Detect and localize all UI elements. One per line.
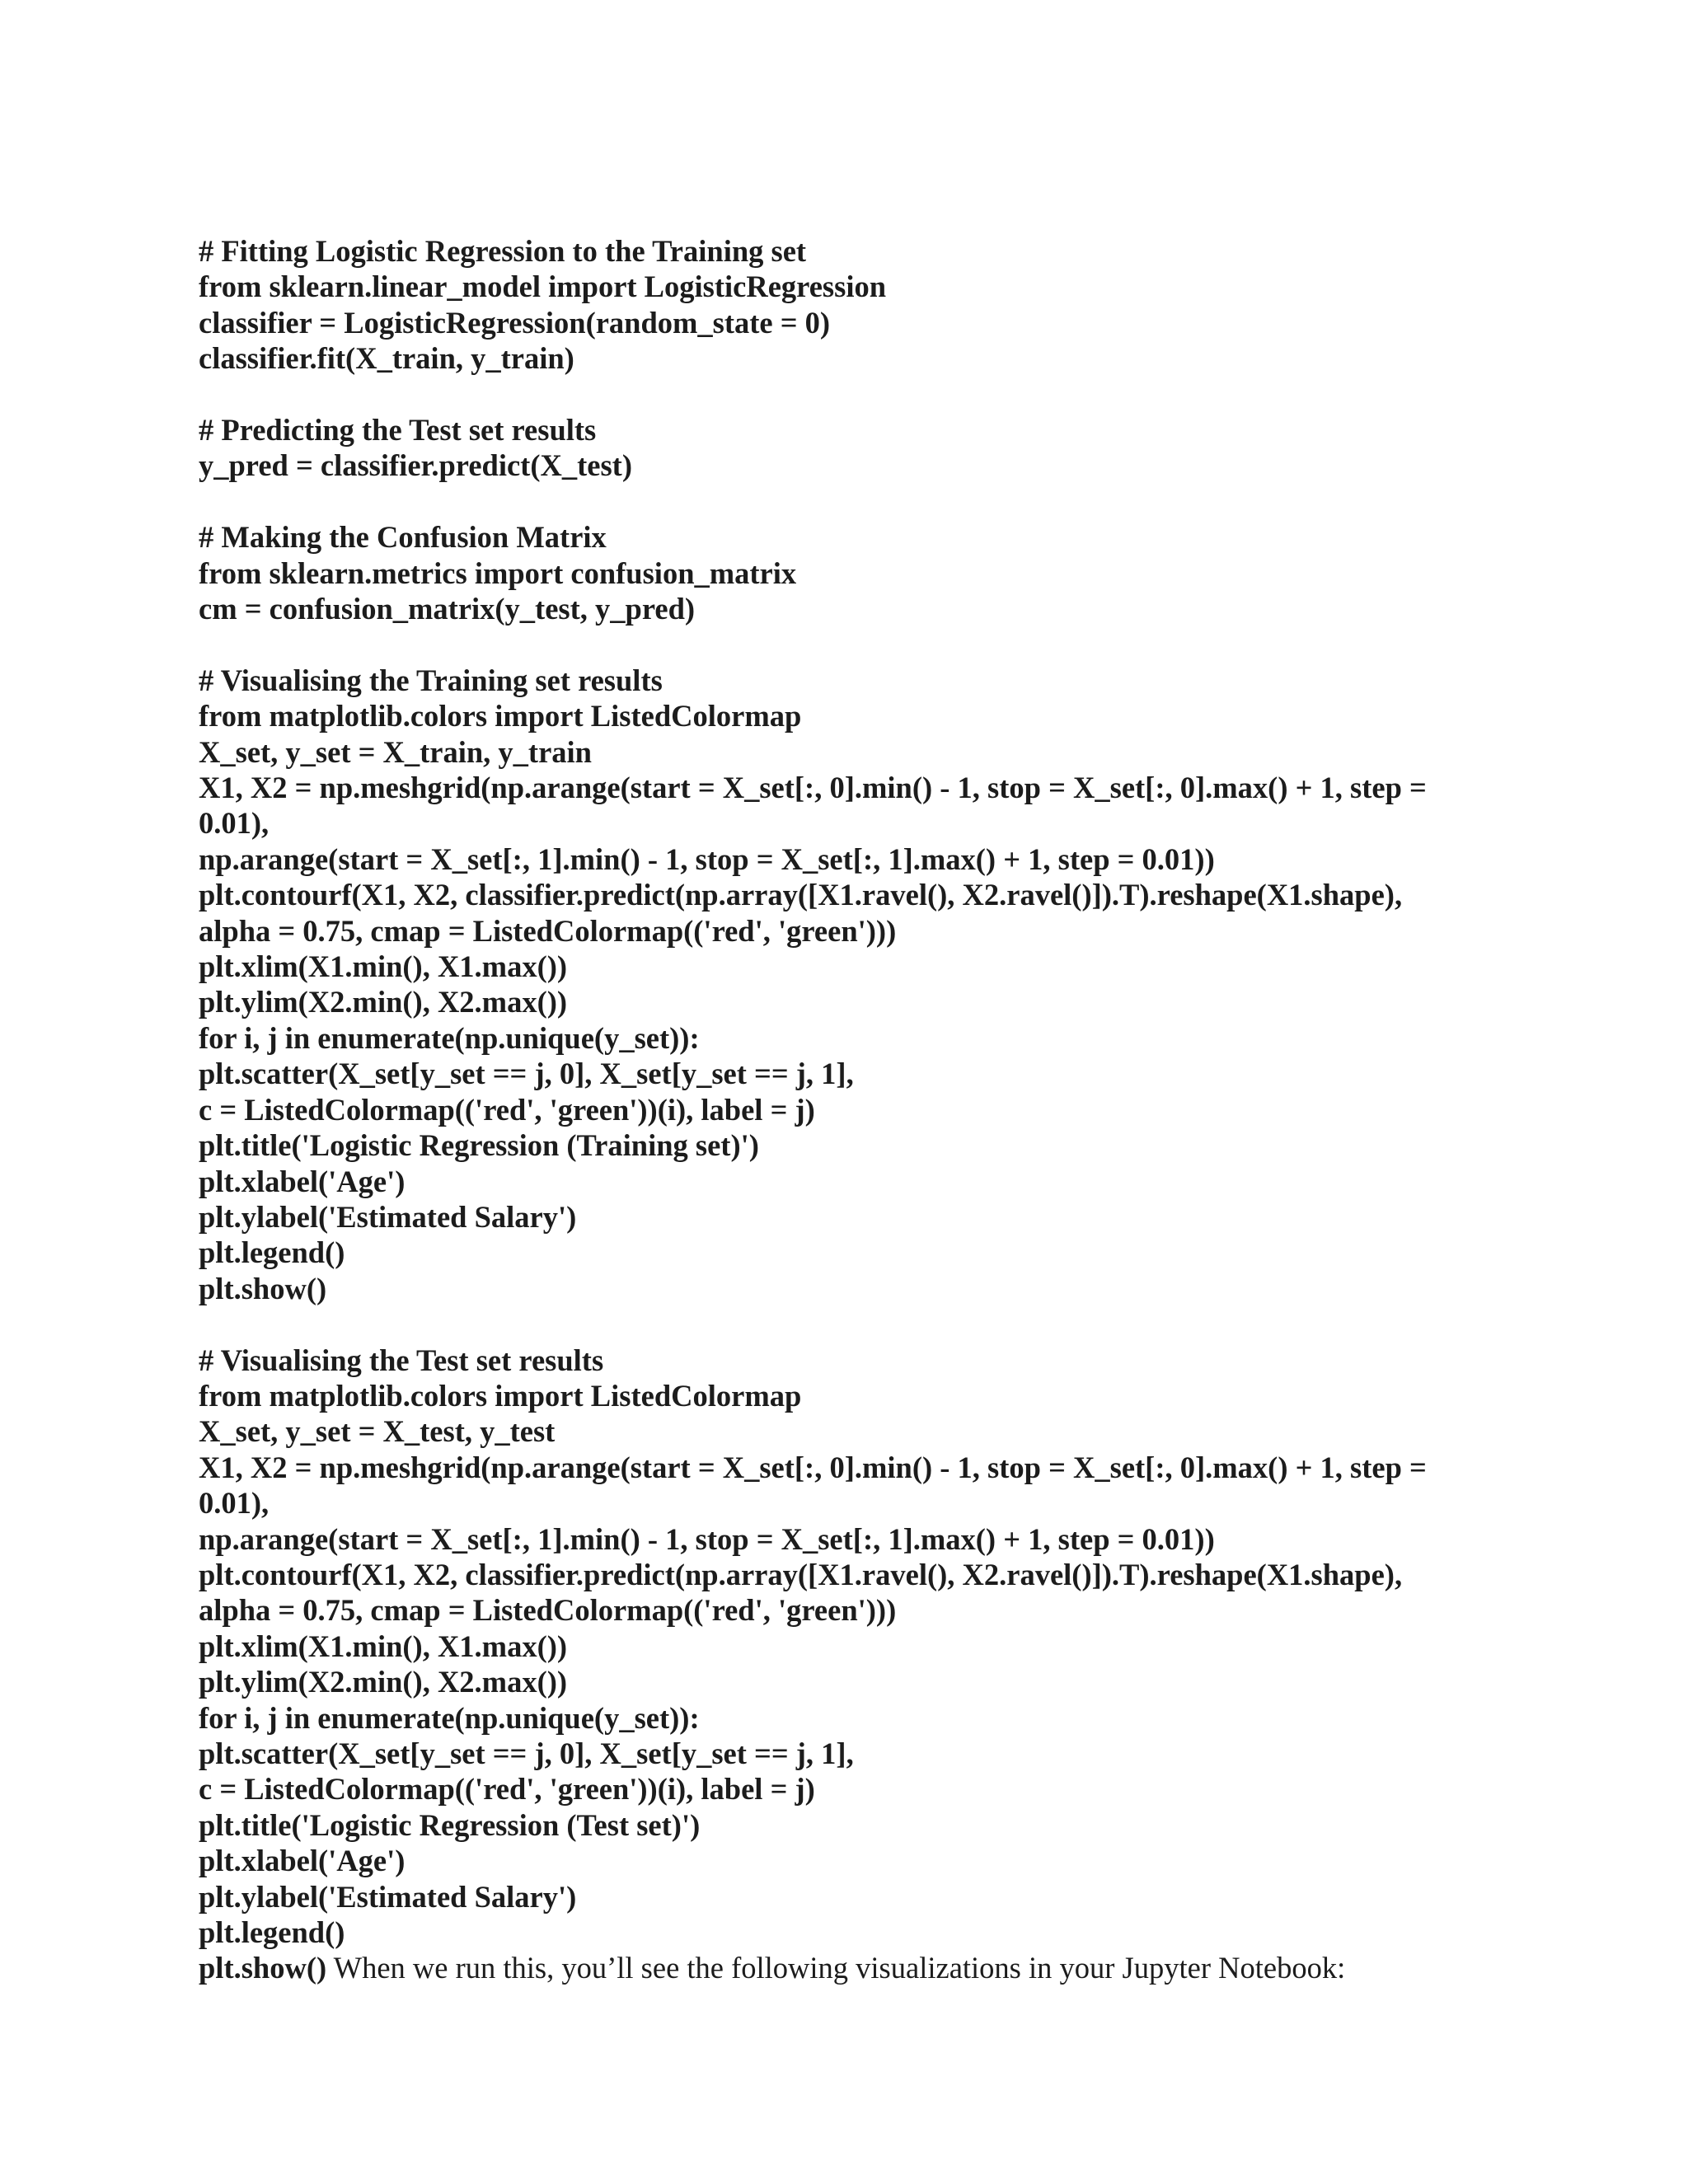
code-line: alpha = 0.75, cmap = ListedColormap(('red', 'green'))): [199, 1593, 897, 1628]
code-line: X_set, y_set = X_train, y_train: [199, 734, 592, 769]
code-block-visualising-training: [199, 663, 1468, 1306]
code-block-visualising-test: [199, 1343, 1468, 1986]
code-line: plt.xlabel('Age'): [199, 1844, 406, 1878]
code-block-fitting: [199, 233, 1468, 377]
code-line: alpha = 0.75, cmap = ListedColormap(('red', 'green'))): [199, 913, 897, 948]
code-line: classifier.fit(X_train, y_train): [199, 341, 574, 376]
code-line: classifier = LogisticRegression(random_state = 0): [199, 305, 831, 340]
code-comment: # Visualising the Training set results: [199, 663, 663, 697]
code-line: plt.contourf(X1, X2, classifier.predict(np.array([X1.ravel(), X2.ravel()]).T).reshape(X1.shape),: [199, 878, 1403, 912]
code-line: plt.ylim(X2.min(), X2.max()): [199, 1665, 568, 1699]
final-code: plt.show(): [199, 1951, 327, 1985]
code-line: X1, X2 = np.meshgrid(np.arange(start = X_set[:, 0].min() - 1, stop = X_set[:, 0].max() + 1, step =: [199, 771, 1427, 805]
code-line: X1, X2 = np.meshgrid(np.arange(start = X_set[:, 0].min() - 1, stop = X_set[:, 0].max() + 1, step =: [199, 1450, 1427, 1484]
code-line: plt.legend(): [199, 1915, 345, 1950]
code-line: np.arange(start = X_set[:, 1].min() - 1, stop = X_set[:, 1].max() + 1, step = 0.01)): [199, 841, 1215, 876]
code-line: for i, j in enumerate(np.unique(y_set)):: [199, 1020, 700, 1055]
code-line: plt.scatter(X_set[y_set == j, 0], X_set[y_set == j, 1],: [199, 1736, 854, 1770]
code-line: plt.ylabel('Estimated Salary'): [199, 1879, 577, 1914]
code-line: y_pred = classifier.predict(X_test): [199, 448, 632, 483]
code-line: cm = confusion_matrix(y_test, y_pred): [199, 592, 696, 626]
code-line: X_set, y_set = X_test, y_test: [199, 1414, 556, 1449]
code-line: plt.xlim(X1.min(), X1.max()): [199, 949, 568, 984]
document-body: [199, 233, 1468, 1986]
code-line: plt.title('Logistic Regression (Test set)'): [199, 1807, 701, 1842]
code-line: np.arange(start = X_set[:, 1].min() - 1, stop = X_set[:, 1].max() + 1, step = 0.01)): [199, 1521, 1215, 1556]
code-line: from sklearn.linear_model import LogisticRegression: [199, 269, 887, 304]
code-line: c = ListedColormap(('red', 'green'))(i), label = j): [199, 1772, 815, 1807]
code-line: plt.legend(): [199, 1235, 345, 1270]
code-line: for i, j in enumerate(np.unique(y_set)):: [199, 1700, 700, 1735]
code-block-predicting: [199, 412, 1468, 484]
body-text: When we run this, you’ll see the following visualizations in your Jupyter Notebook:: [326, 1951, 1346, 1985]
code-line: plt.ylim(X2.min(), X2.max()): [199, 985, 568, 1019]
code-line: from matplotlib.colors import ListedColormap: [199, 699, 802, 733]
code-line: 0.01),: [199, 806, 270, 841]
code-block-confusion-matrix: [199, 519, 1468, 626]
code-comment: # Making the Confusion Matrix: [199, 520, 607, 555]
code-line: plt.contourf(X1, X2, classifier.predict(np.array([X1.ravel(), X2.ravel()]).T).reshape(X1.shape),: [199, 1557, 1403, 1591]
code-line: plt.xlabel('Age'): [199, 1164, 406, 1198]
code-line: c = ListedColormap(('red', 'green'))(i), label = j): [199, 1092, 815, 1127]
code-line: plt.ylabel('Estimated Salary'): [199, 1199, 577, 1234]
code-line: plt.title('Logistic Regression (Training set)'): [199, 1128, 759, 1163]
code-comment: # Predicting the Test set results: [199, 413, 597, 448]
code-line: from sklearn.metrics import confusion_matrix: [199, 555, 797, 590]
code-line: 0.01),: [199, 1486, 270, 1521]
code-line: plt.scatter(X_set[y_set == j, 0], X_set[y_set == j, 1],: [199, 1057, 854, 1091]
code-line: from matplotlib.colors import ListedColormap: [199, 1378, 802, 1413]
final-line: [199, 1950, 1468, 1985]
code-comment: # Fitting Logistic Regression to the Training set: [199, 234, 807, 268]
code-line: plt.xlim(X1.min(), X1.max()): [199, 1629, 568, 1663]
code-line: plt.show(): [199, 1271, 327, 1305]
code-comment: # Visualising the Test set results: [199, 1343, 604, 1377]
